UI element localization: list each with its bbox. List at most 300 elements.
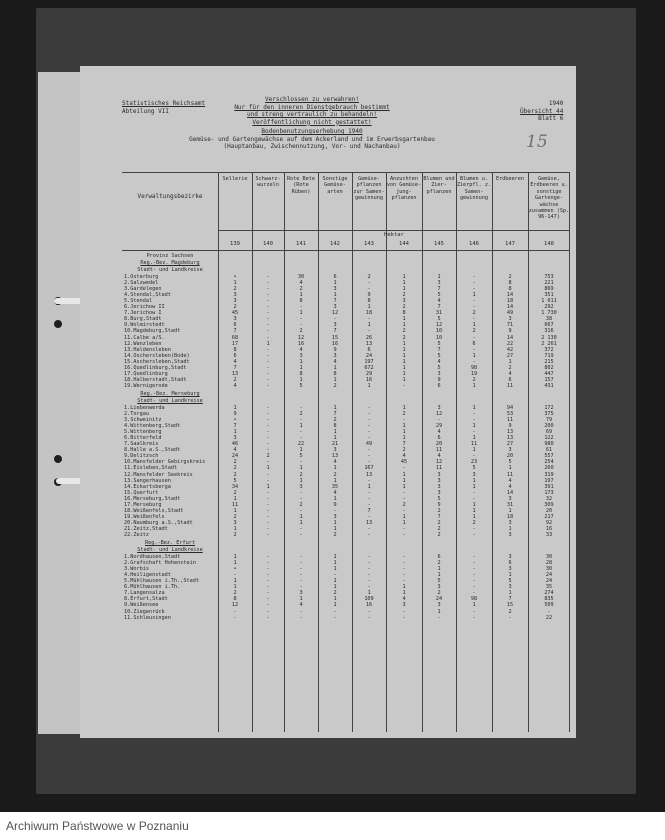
table-cell: 3 (437, 489, 441, 496)
table-cell: - (367, 532, 371, 538)
table-cell: 753 (544, 274, 554, 280)
table-cell: 4 (299, 280, 303, 287)
table-cell: 13 (231, 370, 239, 377)
table-cell: 2 (437, 519, 441, 526)
table-cell: - (472, 453, 476, 460)
table-cell: 4 (333, 459, 337, 466)
section-heading: Reg.-Bez. Merseburg (140, 390, 200, 397)
table-cell: - (367, 316, 371, 323)
table-cell: 7 (367, 507, 371, 514)
table-cell: 1 (266, 465, 270, 472)
table-cell: 1 (299, 376, 303, 383)
table-cell: - (437, 614, 441, 621)
table-cell: - (266, 614, 270, 621)
table-cell: 1 (333, 280, 337, 287)
table-cell: 2 (437, 560, 441, 567)
table-cell: 1 (333, 404, 337, 411)
table-cell: 292 (544, 304, 554, 311)
table-cell: 1 (402, 513, 406, 520)
table-cell: - (266, 459, 270, 466)
table-cell: 71 (506, 322, 514, 329)
table-cell: - (299, 572, 303, 579)
district-name: 10.Mansfelder Gebirgskreis (124, 459, 206, 466)
table-cell: 49 (506, 310, 514, 317)
table-cell: 2 (402, 447, 406, 454)
table-cell: 1 011 (541, 298, 557, 305)
table-cell: 14 (506, 292, 514, 299)
table-cell: 24 (435, 596, 443, 603)
table-cell: 30 (545, 566, 553, 573)
table-cell: 319 (544, 471, 554, 478)
table-cell: - (402, 489, 406, 496)
table-cell: 7 (233, 364, 237, 371)
table-cell: - (547, 608, 551, 615)
table-cell: 509 (544, 602, 554, 609)
table-cell: 2 (437, 590, 441, 597)
table-cell: 2 (299, 328, 303, 335)
table-cell: 802 (544, 364, 554, 371)
table-cell: 3 (333, 322, 337, 329)
column-header: Blumen u. Zierpfl. z. Samen-gewinnung (456, 176, 492, 202)
table-cell: 557 (544, 453, 554, 460)
table-cell: - (266, 572, 270, 579)
table-cell: 1 (472, 602, 476, 609)
table-cell: 20 (435, 441, 443, 448)
table-cell: 27 (506, 352, 514, 359)
table-cell: 1 (299, 358, 303, 365)
table-cell: 2 (402, 304, 406, 311)
table-cell: 2 (299, 411, 303, 417)
table-cell: 2 (233, 465, 237, 472)
table-cell: 9 (437, 501, 441, 508)
table-cell: - (367, 501, 371, 508)
table-cell: 1 (333, 584, 337, 591)
table-cell: 3 (508, 316, 512, 323)
table-cell: 1 (508, 358, 512, 365)
table-cell: 2 (333, 417, 337, 424)
table-cell: 2 (233, 459, 237, 466)
table-cell: 4 (333, 358, 337, 365)
table-cell: 1 (333, 376, 337, 383)
table-cell: 5 (437, 578, 441, 585)
district-name: 7.Langensalza (124, 590, 165, 597)
district-name: 21.Zeitz,Stadt (124, 525, 168, 532)
table-cell: 14 (506, 489, 514, 496)
table-cell: - (367, 578, 371, 585)
table-cell: 1 (472, 352, 476, 359)
department-name: Abteilung VII (122, 107, 169, 115)
sheet-number: Blatt 6 (538, 115, 564, 122)
table-cell: - (367, 584, 371, 591)
table-cell: 6 (333, 274, 337, 280)
table-cell: 30 (297, 274, 305, 280)
column-header: Rote Bete (Rote Rüben) (286, 176, 316, 195)
district-name: 6.Bitterfeld (124, 435, 162, 442)
table-cell: - (266, 471, 270, 478)
table-cell: - (402, 572, 406, 579)
table-cell: 5 (437, 316, 441, 323)
table-cell: 3 (233, 298, 237, 305)
table-cell: 94 (506, 404, 514, 411)
table-cell: - (367, 566, 371, 573)
district-name: 12.Mansfelder Seekreis (124, 471, 193, 478)
table-cell: 1 (472, 322, 476, 329)
district-name: 16.Quedlinburg,Stadt (124, 364, 187, 371)
column-header: Erdbeeren (495, 176, 525, 182)
section-heading: Stadt- und Landkreise (137, 547, 203, 554)
table-cell: 35 (331, 483, 339, 490)
table-cell: - (266, 382, 270, 389)
district-name: 4.Stendal,Stadt (124, 292, 171, 299)
table-cell: - (299, 417, 303, 424)
confidentiality-line: und streng vertraulich zu behandeln! (246, 111, 378, 118)
table-cell: - (508, 614, 512, 621)
table-cell: - (266, 423, 270, 430)
table-cell: 17 (231, 340, 239, 347)
table-cell: - (266, 477, 270, 484)
table-cell: 3 (437, 370, 441, 377)
table-cell: 8 (508, 280, 512, 287)
section-heading: Stadt- und Landkreise (137, 267, 203, 273)
table-cell: 7 (437, 286, 441, 293)
table-cell: 1 (472, 447, 476, 454)
table-cell: 11 (435, 447, 443, 454)
table-cell: 1 (472, 292, 476, 299)
table-cell: 9 (437, 376, 441, 383)
table-cell: 9 (367, 292, 371, 299)
table-cell: - (472, 274, 476, 280)
table-cell: - (266, 608, 270, 615)
table-cell: 16 (365, 602, 373, 609)
table-cell: 32 (545, 495, 553, 502)
table-cell: 197 (364, 358, 374, 365)
district-name: 19.Weißenfels (124, 513, 165, 520)
table-cell: 3 (437, 477, 441, 484)
table-cell: 1 (402, 340, 406, 347)
table-cell: - (266, 322, 270, 329)
table-cell: 316 (544, 328, 554, 335)
table-cell: 98 (470, 364, 478, 371)
column-number: 140 (263, 241, 273, 247)
column-number: 142 (330, 241, 340, 247)
table-cell: - (402, 507, 406, 514)
district-name: 4.Wittenberg,Stadt (124, 423, 181, 430)
table-cell: 1 (299, 364, 303, 371)
table-cell: 2 (299, 501, 303, 508)
table-cell: 2 (508, 364, 512, 371)
table-cell: - (299, 316, 303, 323)
district-name: 11.Eisleben,Stadt (124, 465, 178, 472)
table-cell: 3 (333, 304, 337, 311)
table-cell: 6 (367, 346, 371, 353)
table-cell: 5 (437, 352, 441, 359)
district-name: 14.Oschersleben(Bode) (124, 352, 190, 359)
table-cell: - (266, 310, 270, 317)
table-cell: 21 (331, 441, 339, 448)
table-cell: 4 (508, 370, 512, 377)
table-cell: 3 (299, 483, 303, 490)
table-cell: 27 (506, 441, 514, 448)
table-cell: - (266, 513, 270, 520)
table-cell: 391 (544, 483, 554, 490)
table-cell: 1 (333, 292, 337, 299)
table-cell: 1 (402, 370, 406, 377)
district-name: 5.Mühlhausen i.Th.,Stadt (124, 578, 199, 585)
table-cell: - (367, 417, 371, 424)
table-cell: 38 (545, 316, 553, 323)
table-cell: 8 (402, 310, 406, 317)
unit-label: Hektar (384, 232, 404, 238)
table-cell: 2 (333, 532, 337, 538)
district-name: 2.Torgau (124, 411, 149, 417)
table-cell: 1 (402, 435, 406, 442)
table-cell: - (299, 435, 303, 442)
district-name: 9.Wolmirstedt (124, 322, 165, 329)
table-cell: - (299, 614, 303, 621)
table-cell: 1 (333, 560, 337, 567)
table-cell: 3 (437, 584, 441, 591)
table-cell: - (299, 584, 303, 591)
table-cell: 3 (333, 286, 337, 293)
table-cell: 1 (472, 435, 476, 442)
table-cell: 1 (508, 525, 512, 532)
table-cell: 9 (508, 328, 512, 335)
table-cell: - (233, 572, 237, 579)
table-cell: - (367, 560, 371, 567)
table-cell: 6 (472, 340, 476, 347)
table-cell: 8 (333, 370, 337, 377)
table-cell: 13 (365, 519, 373, 526)
table-cell: 13 (365, 340, 373, 347)
table-cell: - (299, 404, 303, 411)
document-subtitle: Gemüse- und Gartengewächse auf dem Ackerland und im Erwerbsgartenbau (189, 135, 435, 143)
table-cell: 18 (506, 513, 514, 520)
table-cell: 2 (402, 334, 406, 341)
table-cell: 1 (266, 340, 270, 347)
table-cell: 1 (333, 429, 337, 436)
table-cell: 5 (233, 477, 237, 484)
table-cell: - (299, 554, 303, 561)
table-cell: 6 (437, 554, 441, 561)
table-cell: 12 (435, 411, 443, 417)
table-cell: 1 (402, 404, 406, 411)
table-cell: 109 (364, 596, 374, 603)
table-cell: 1 (266, 483, 270, 490)
table-cell: - (402, 608, 406, 615)
table-cell: 24 (545, 578, 553, 585)
table-cell: - (299, 525, 303, 532)
table-cell: 12 (331, 310, 339, 317)
table-cell: 20 (545, 507, 553, 514)
table-cell: 1 (299, 310, 303, 317)
table-cell: - (266, 274, 270, 280)
district-name: 1.Nordhausen,Stadt (124, 554, 181, 561)
table-cell: - (333, 572, 337, 579)
column-header: Gemüse, Erdbeeren u. sonstige Gartenge-wächse zusammen (Sp. 96-147) (528, 176, 570, 221)
table-cell: 1 (233, 280, 237, 287)
table-cell: - (402, 382, 406, 389)
table-cell: 1 (333, 465, 337, 472)
district-name: 7.Saalkreis (124, 441, 159, 448)
table-cell: 12 (297, 334, 305, 341)
table-header-rule (218, 230, 570, 231)
table-cell: 8 (299, 370, 303, 377)
table-cell: - (367, 572, 371, 579)
table-cell: - (472, 584, 476, 591)
district-name: 1.Liebenwerda (124, 404, 165, 411)
folder-back-page (38, 72, 82, 734)
table-cell: - (299, 495, 303, 502)
table-cell: 5 (508, 578, 512, 585)
table-cell: 351 (544, 292, 554, 299)
district-name: 5.Wittenberg (124, 429, 162, 436)
table-cell: 14 (506, 334, 514, 341)
district-name: 3.Schweinitz (124, 417, 162, 424)
table-cell: 1 (233, 507, 237, 514)
table-cell: 2 (233, 471, 237, 478)
handwritten-page-number: 15 (526, 132, 548, 152)
table-cell: - (367, 435, 371, 442)
table-cell: 2 (299, 286, 303, 293)
table-cell: 2 (402, 328, 406, 335)
table-cell: - (299, 578, 303, 585)
column-header: Gemüse-pflanzen zur Samen-gewinnung (353, 176, 385, 202)
table-cell: 1 (367, 322, 371, 329)
table-cell: - (266, 358, 270, 365)
table-cell: - (472, 304, 476, 311)
table-cell: - (266, 370, 270, 377)
table-cell: - (266, 519, 270, 526)
table-cell: 8 (508, 286, 512, 293)
table-cell: 217 (544, 513, 554, 520)
table-cell: 13 (506, 429, 514, 436)
table-cell: 1 (402, 346, 406, 353)
district-name: 11.Calbe a/S. (124, 334, 165, 341)
district-name: 14.Eckartsberga (124, 483, 171, 490)
table-cell: 46 (231, 441, 239, 448)
table-cell: 11 (470, 441, 478, 448)
table-cell: 1 (402, 519, 406, 526)
district-name: 7.Jerichow I (124, 310, 162, 317)
table-cell: 22 (545, 614, 553, 621)
table-cell: - (266, 596, 270, 603)
table-cell: 1 (402, 352, 406, 359)
table-cell: 1 (299, 477, 303, 484)
district-name: 8.Burg,Stadt (124, 316, 162, 323)
table-cell: - (266, 578, 270, 585)
table-cell: - (266, 429, 270, 436)
table-cell: - (472, 298, 476, 305)
table-cell: - (266, 554, 270, 561)
table-cell: 22 (506, 340, 514, 347)
column-header: Sellerie (222, 176, 248, 182)
table-cell: 28 (545, 560, 553, 567)
table-cell: 2 (437, 507, 441, 514)
statistics-table (122, 172, 570, 732)
table-cell: 1 (472, 513, 476, 520)
document-subtitle: (Hauptanbau, Zwischennutzung, Vor- und Nachanbau) (223, 143, 401, 150)
table-cell: 3 (233, 292, 237, 299)
table-cell: 3 (437, 471, 441, 478)
table-cell: 4 (299, 346, 303, 353)
table-cell: 1 (367, 483, 371, 490)
district-name: 15.Querfurt (124, 489, 159, 496)
table-cell: - (367, 554, 371, 561)
table-cell: - (266, 286, 270, 293)
column-number: 143 (364, 241, 374, 247)
table-cell: 1 (402, 322, 406, 329)
table-cell: - (299, 532, 303, 538)
table-cell: 2 (402, 411, 406, 417)
table-cell: 1 (333, 602, 337, 609)
confidentiality-line: Verschlossen zu verwahren! (265, 96, 359, 103)
column-number: 147 (505, 241, 515, 247)
table-cell: 157 (544, 376, 554, 383)
table-cell: 1 (472, 423, 476, 430)
table-cell: - (367, 447, 371, 454)
table-cell: 1 (402, 429, 406, 436)
table-cell: 172 (544, 404, 554, 411)
table-cell: 13 (506, 435, 514, 442)
table-cell: - (266, 328, 270, 335)
table-cell: - (266, 298, 270, 305)
table-cell: 16 (545, 525, 553, 532)
table-cell: 1 (233, 429, 237, 436)
district-name: 10.Magdeburg,Stadt (124, 328, 181, 335)
table-cell: 11 (506, 417, 514, 424)
table-cell: - (299, 459, 303, 466)
table-cell: 1 (437, 274, 441, 280)
district-name: 1.Osterburg (124, 274, 159, 280)
table-cell: - (299, 489, 303, 496)
table-cell: - (266, 560, 270, 567)
table-cell: 375 (544, 411, 554, 417)
table-cell: 1 (333, 578, 337, 585)
table-cell: 1 (402, 364, 406, 371)
district-name: 8.Erfurt,Stadt (124, 596, 168, 603)
table-cell: - (266, 417, 270, 424)
table-cell: 309 (544, 501, 554, 508)
table-cell: - (472, 525, 476, 532)
table-cell: 3 (508, 519, 512, 526)
table-cell: - (402, 566, 406, 573)
table-cell: 372 (544, 346, 554, 353)
table-cell: 1 (299, 447, 303, 454)
table-cell: - (402, 578, 406, 585)
table-cell: - (472, 358, 476, 365)
table-cell: 5 (508, 459, 512, 466)
table-cell: 7 (333, 328, 337, 335)
table-cell: 2 (233, 590, 237, 597)
table-cell: - (299, 507, 303, 514)
table-cell: 12 (231, 602, 239, 609)
table-cell: 1 (402, 376, 406, 383)
table-cell: 3 (299, 590, 303, 597)
table-cell: 4 (508, 483, 512, 490)
table-cell: 31 (435, 310, 443, 317)
table-cell: - (233, 614, 237, 621)
table-cell: - (472, 560, 476, 567)
table-cell: - (266, 316, 270, 323)
table-cell: 5 (299, 382, 303, 389)
table-cell: - (472, 286, 476, 293)
document-title: Bodenbenutzungserhebung 1940 (261, 128, 363, 135)
table-cell: 2 (233, 376, 237, 383)
table-cell: 4 (299, 602, 303, 609)
table-cell: - (266, 411, 270, 417)
table-cell: 1 (402, 316, 406, 323)
district-name: 3.Worbis (124, 566, 149, 573)
